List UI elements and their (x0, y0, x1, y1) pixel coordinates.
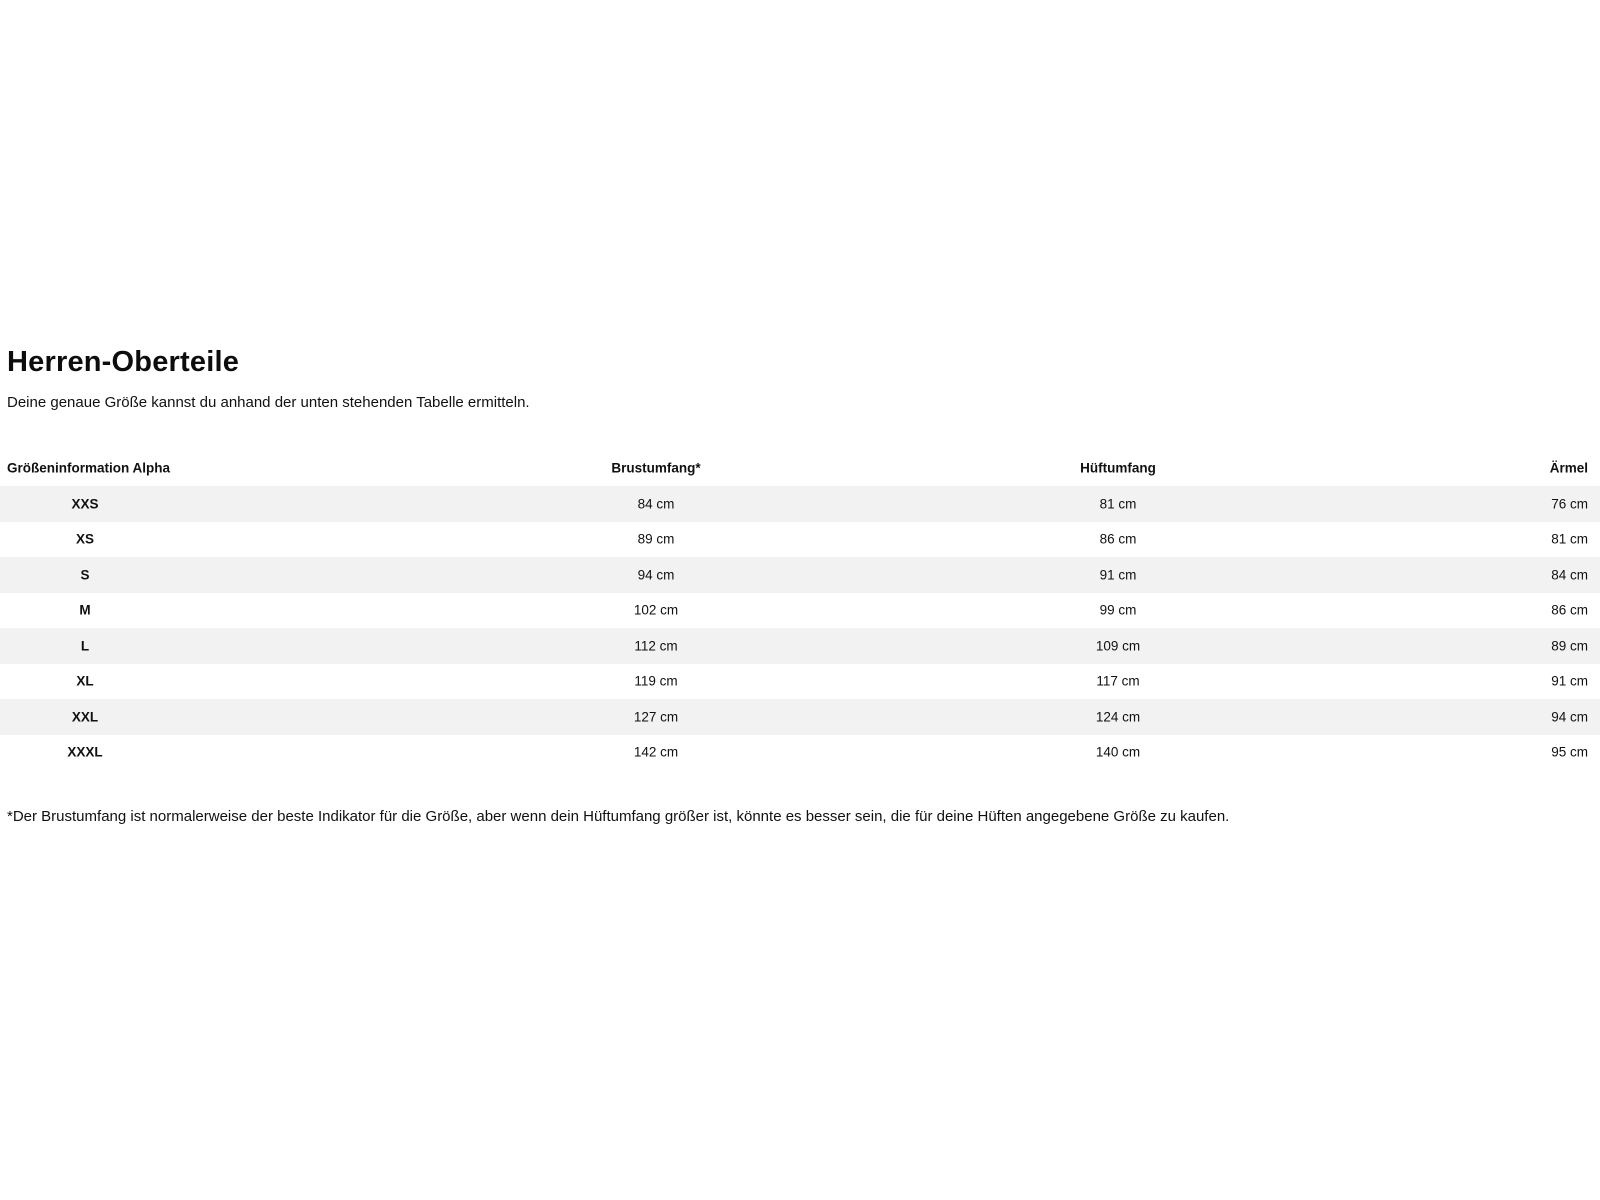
hip-cell: 117 cm (1096, 673, 1140, 689)
size-cell: XL (76, 673, 94, 689)
hip-cell: 99 cm (1099, 602, 1137, 618)
page-subtitle: Deine genaue Größe kannst du anhand der unten stehenden Tabelle ermitteln. (7, 394, 530, 411)
hip-cell: 109 cm (1095, 638, 1141, 653)
size-cell: XXS (71, 496, 99, 511)
header-size-info: Größeninformation Alpha (7, 459, 170, 475)
hip-cell: 124 cm (1095, 709, 1141, 724)
table-row (0, 486, 1600, 522)
table-row (0, 735, 1600, 771)
size-cell: XXL (71, 709, 99, 724)
sleeve-cell: 76 cm (1551, 496, 1588, 511)
sleeve-cell: 95 cm (1551, 744, 1588, 760)
table-row (0, 664, 1600, 700)
hip-cell: 86 cm (1099, 531, 1137, 547)
header-chest: Brustumfang* (611, 459, 701, 475)
size-cell: XS (75, 531, 94, 547)
chest-cell: 94 cm (637, 567, 675, 582)
size-cell: M (79, 602, 91, 618)
header-hip: Hüftumfang (1080, 459, 1156, 475)
table-header-row (0, 449, 1600, 486)
sleeve-cell: 91 cm (1551, 673, 1588, 689)
chest-cell: 142 cm (633, 744, 679, 760)
sleeve-cell: 86 cm (1551, 602, 1588, 618)
hip-cell: 140 cm (1095, 744, 1141, 760)
chest-measurement-footnote: *Der Brustumfang ist normalerweise der beste Indikator für die Größe, aber wenn dein Hüftumfang größer ist, könnte es besser sein, die für deine Hüften angegebene Größe zu kaufen. (7, 808, 1230, 825)
hip-cell: 91 cm (1099, 567, 1137, 582)
table-row (0, 557, 1600, 593)
sleeve-cell: 84 cm (1551, 567, 1588, 582)
header-sleeve: Ärmel (1549, 459, 1588, 475)
hip-cell: 81 cm (1099, 496, 1137, 511)
table-row (0, 522, 1600, 558)
table-row (0, 699, 1600, 735)
size-cell: S (80, 567, 90, 582)
sleeve-cell: 89 cm (1551, 638, 1588, 653)
chest-cell: 89 cm (637, 531, 675, 547)
sleeve-cell: 94 cm (1551, 709, 1588, 724)
size-cell: L (80, 638, 90, 653)
chest-cell: 102 cm (633, 602, 679, 618)
table-row (0, 593, 1600, 629)
chest-cell: 84 cm (637, 496, 675, 511)
sleeve-cell: 81 cm (1551, 531, 1588, 547)
size-table (0, 449, 1600, 770)
chest-cell: 112 cm (634, 638, 678, 653)
chest-cell: 119 cm (634, 673, 678, 689)
table-row (0, 628, 1600, 664)
page-title: Herren-Oberteile (7, 346, 240, 378)
chest-cell: 127 cm (633, 709, 679, 724)
size-cell: XXXL (67, 744, 103, 760)
